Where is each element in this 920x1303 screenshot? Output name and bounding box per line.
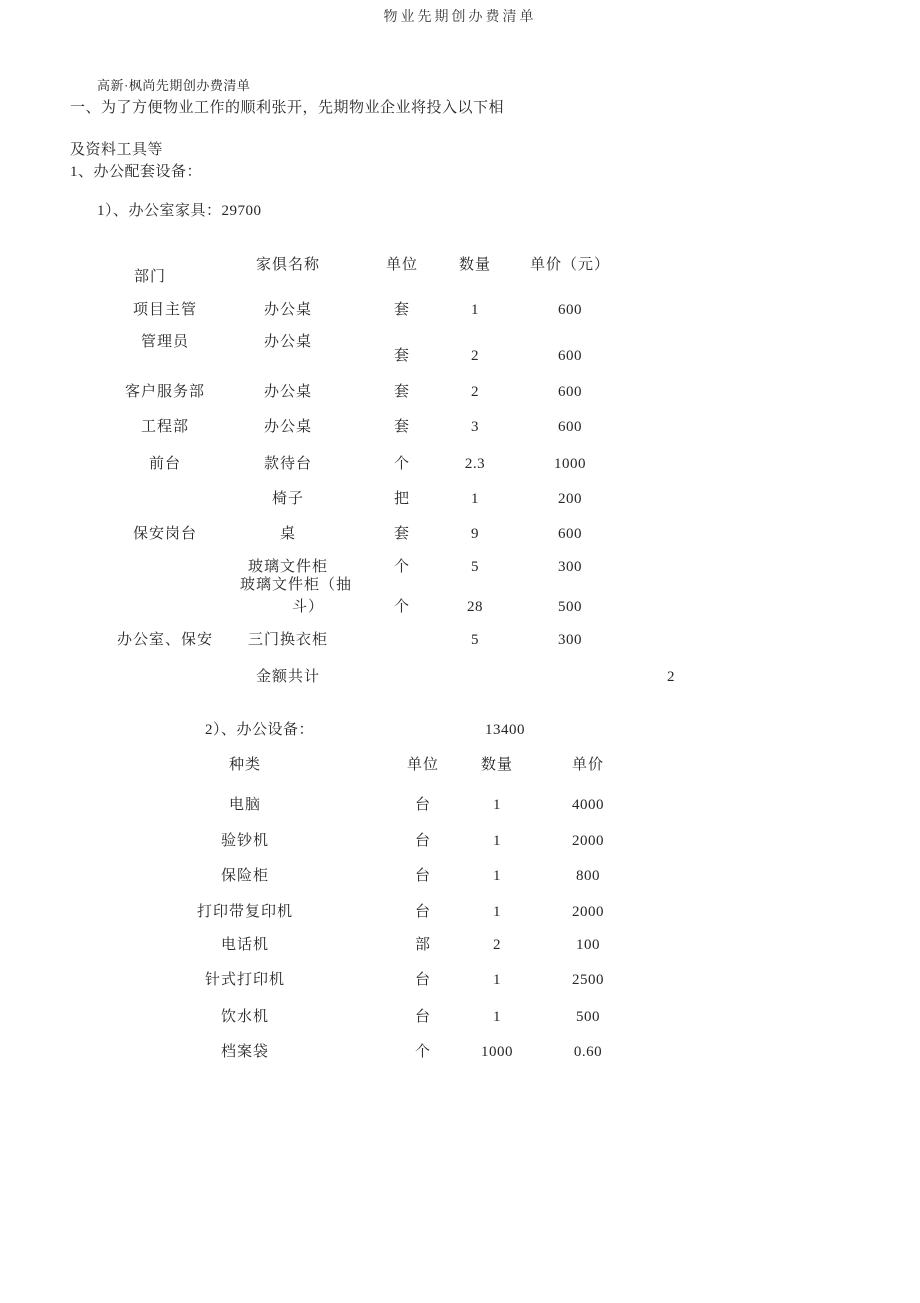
table-cell: 200: [558, 491, 582, 507]
table-cell: 套: [393, 526, 411, 542]
table-cell: 1: [471, 302, 479, 318]
table-cell: 0.60: [573, 1044, 603, 1060]
table-cell: 100: [576, 937, 600, 953]
column-header: 单位: [385, 257, 419, 273]
table-cell: 台: [414, 972, 432, 988]
table-cell: 管理员: [140, 334, 190, 350]
table-cell: 2.3: [464, 456, 486, 472]
table-cell: 2000: [572, 904, 604, 920]
doc-heading: 高新·枫尚先期创办费清单: [97, 78, 251, 93]
table-cell: 饮水机: [220, 1009, 270, 1025]
column-header: 单位: [406, 757, 440, 773]
furniture-table: [100, 250, 700, 700]
table-cell: 600: [558, 348, 582, 364]
table-cell: 1000: [554, 456, 586, 472]
table-cell: 2: [471, 384, 479, 400]
table-cell: 玻璃文件柜（抽: [239, 577, 353, 593]
column-header: 数量: [458, 257, 492, 273]
table-cell: 1000: [481, 1044, 513, 1060]
section-1-title: 1、办公配套设备：: [70, 164, 203, 180]
table-cell: 1: [493, 868, 501, 884]
table-cell: 套: [393, 348, 411, 364]
table-cell: 套: [393, 419, 411, 435]
column-header: 单价: [571, 757, 605, 773]
column-header: 单价（元）: [529, 257, 611, 273]
table-cell: 台: [414, 868, 432, 884]
intro-line-1: 一、为了方便物业工作的顺利张开，先期物业企业将投入以下相: [70, 100, 505, 116]
table-cell: 300: [558, 559, 582, 575]
table-cell: 600: [558, 302, 582, 318]
table-cell: 三门换衣柜: [247, 632, 329, 648]
table-cell: 2000: [572, 833, 604, 849]
table-cell: 玻璃文件柜: [247, 559, 329, 575]
intro-line-2: 及资料工具等: [70, 142, 164, 158]
table-cell: 1: [493, 904, 501, 920]
table-cell: 办公室、保安: [116, 632, 214, 648]
table-cell: 保安岗台: [132, 526, 198, 542]
page-title: 物业先期创办费清单: [383, 10, 537, 25]
table-cell: 2: [471, 348, 479, 364]
table-cell: 9: [471, 526, 479, 542]
subsection-2-title: 2）、办公设备：: [205, 722, 315, 738]
table-cell: 保险柜: [220, 868, 270, 884]
table-cell: 工程部: [140, 419, 190, 435]
table-cell: 500: [576, 1009, 600, 1025]
table-cell: 2: [493, 937, 501, 953]
table-cell: 3: [471, 419, 479, 435]
subsection-2-amount: 13400: [485, 722, 525, 738]
table-cell: 1: [493, 797, 501, 813]
table-cell: 斗）: [291, 599, 325, 615]
table-cell: 台: [414, 904, 432, 920]
table-cell: 桌: [279, 526, 297, 542]
table-cell: 1: [471, 491, 479, 507]
table-cell: 电脑: [228, 797, 262, 813]
total-value: 2: [667, 669, 675, 685]
table-cell: 办公桌: [263, 334, 313, 350]
table-cell: 客户服务部: [124, 384, 206, 400]
table-cell: 1: [493, 972, 501, 988]
table-cell: 款待台: [263, 456, 313, 472]
table-cell: 部: [414, 937, 432, 953]
table-cell: 套: [393, 302, 411, 318]
table-cell: 个: [393, 599, 411, 615]
table-cell: 个: [414, 1044, 432, 1060]
table-cell: 办公桌: [263, 302, 313, 318]
table-cell: 验钞机: [220, 833, 270, 849]
table-cell: 2500: [572, 972, 604, 988]
table-cell: 台: [414, 833, 432, 849]
table-cell: 个: [393, 559, 411, 575]
table-cell: 套: [393, 384, 411, 400]
subsection-1-title: 1）、办公室家具：29700: [97, 203, 262, 219]
table-cell: 办公桌: [263, 419, 313, 435]
table-cell: 台: [414, 1009, 432, 1025]
table-cell: 办公桌: [263, 384, 313, 400]
table-cell: 500: [558, 599, 582, 615]
column-header: 家俱名称: [255, 257, 321, 273]
table-cell: 台: [414, 797, 432, 813]
column-header: 部门: [133, 269, 167, 285]
column-header: 种类: [228, 757, 262, 773]
table-cell: 5: [471, 632, 479, 648]
table-cell: 300: [558, 632, 582, 648]
table-cell: 电话机: [220, 937, 270, 953]
table-cell: 椅子: [271, 491, 305, 507]
table-cell: 打印带复印机: [196, 904, 294, 920]
column-header: 数量: [480, 757, 514, 773]
total-label: 金额共计: [255, 669, 321, 685]
equipment-table: [180, 755, 660, 1075]
table-cell: 个: [393, 456, 411, 472]
table-cell: 5: [471, 559, 479, 575]
table-cell: 28: [467, 599, 483, 615]
table-cell: 4000: [572, 797, 604, 813]
table-cell: 项目主管: [132, 302, 198, 318]
table-cell: 600: [558, 419, 582, 435]
table-cell: 600: [558, 384, 582, 400]
table-cell: 把: [393, 491, 411, 507]
table-cell: 1: [493, 1009, 501, 1025]
table-cell: 800: [576, 868, 600, 884]
table-cell: 1: [493, 833, 501, 849]
table-cell: 前台: [148, 456, 182, 472]
table-cell: 档案袋: [220, 1044, 270, 1060]
table-cell: 600: [558, 526, 582, 542]
table-cell: 针式打印机: [204, 972, 286, 988]
